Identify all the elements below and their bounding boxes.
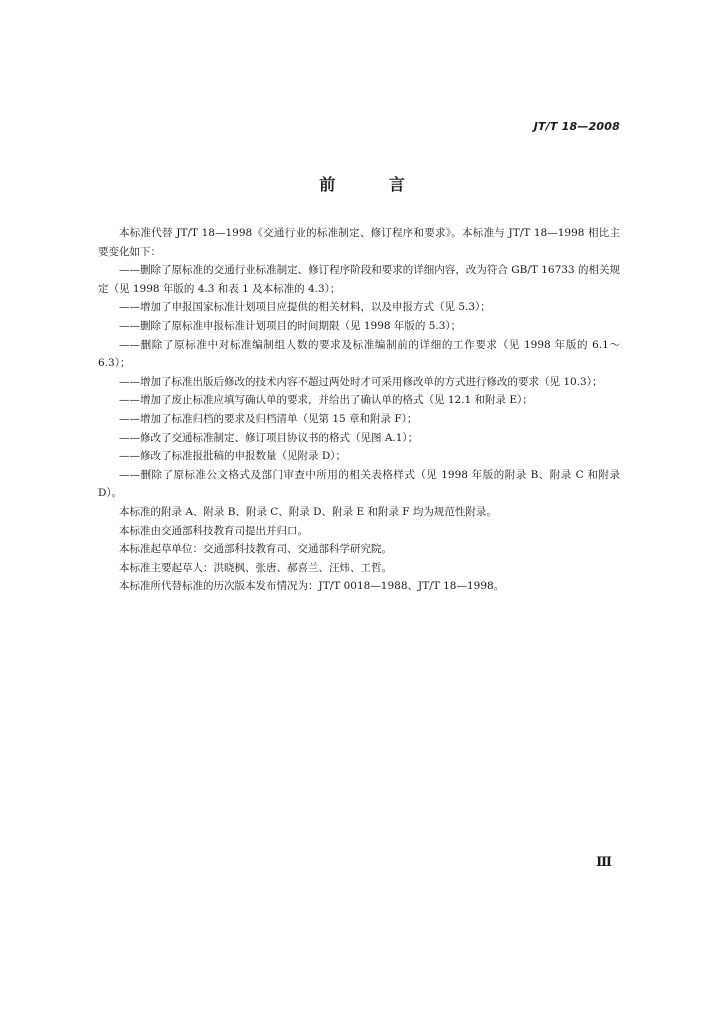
paragraph-drafting-unit: 本标准起草单位：交通部科技教育司、交通部科学研究院。 [119, 543, 392, 556]
paragraph-change: ——删除了原标准中对标准编制组人数的要求及标准编制前的详细的工作要求（见 1998 年版的 6.1～6.3）； [98, 338, 620, 370]
paragraph-change: ——增加了标准出版后修改的技术内容不超过两处时才可采用修改单的方式进行修改的要求（见 10.3）； [119, 375, 603, 388]
paragraph-change: ——修改了交通标准制定、修订项目协议书的格式（见图 A.1）； [119, 431, 419, 444]
paragraph-change: ——删除了原标准公文格式及部门审查中所用的相关表格样式（见 1998 年版的附录 B、附录 C 和附录 D）。 [98, 468, 620, 500]
page-number: Ⅲ [596, 855, 612, 870]
foreword-body [98, 224, 620, 596]
paragraph-history: 本标准所代替标准的历次版本发布情况为：JT/T 0018—1988、JT/T 18—1998。 [119, 580, 505, 593]
paragraph-change: ——增加了标准归档的要求及归档清单（见第 15 章和附录 F）； [119, 412, 418, 425]
paragraph-change: ——增加了申报国家标准计划项目应提供的相关材料，以及申报方式（见 5.3）； [119, 301, 491, 314]
paragraph-change: ——删除了原标准申报标准计划项目的时间期限（见 1998 年版的 5.3）； [119, 319, 462, 332]
paragraph-drafters: 本标准主要起草人：洪晓枫、张唐、郝喜兰、汪炜、工哲。 [119, 561, 392, 574]
paragraph-change: ——修改了标准报批稿的申报数量（见附录 D）； [119, 450, 347, 463]
standard-code: JT/T 18—2008 [533, 120, 620, 133]
paragraph-proposer: 本标准由交通部科技教育司提出并归口。 [119, 524, 308, 537]
paragraph-appendix-note: 本标准的附录 A、附录 B、附录 C、附录 D、附录 E 和附录 F 均为规范性附录。 [119, 505, 497, 518]
page-title: 前 言 [319, 175, 429, 194]
paragraph-intro: 本标准代替 JT/T 18—1998《交通行业的标准制定、修订程序和要求》。本标准与 JT/T 18—1998 相比主要变化如下： [98, 227, 620, 258]
paragraph-change: ——删除了原标准的交通行业标准制定、修订程序阶段和要求的详细内容，改为符合 GB/T 16733 的相关规定（见 1998 年版的 4.3 和表 1 及本标准的 4.3）； [98, 264, 620, 295]
paragraph-change: ——增加了废止标准应填写确认单的要求，并给出了确认单的格式（见 12.1 和附录 E）； [119, 394, 533, 407]
